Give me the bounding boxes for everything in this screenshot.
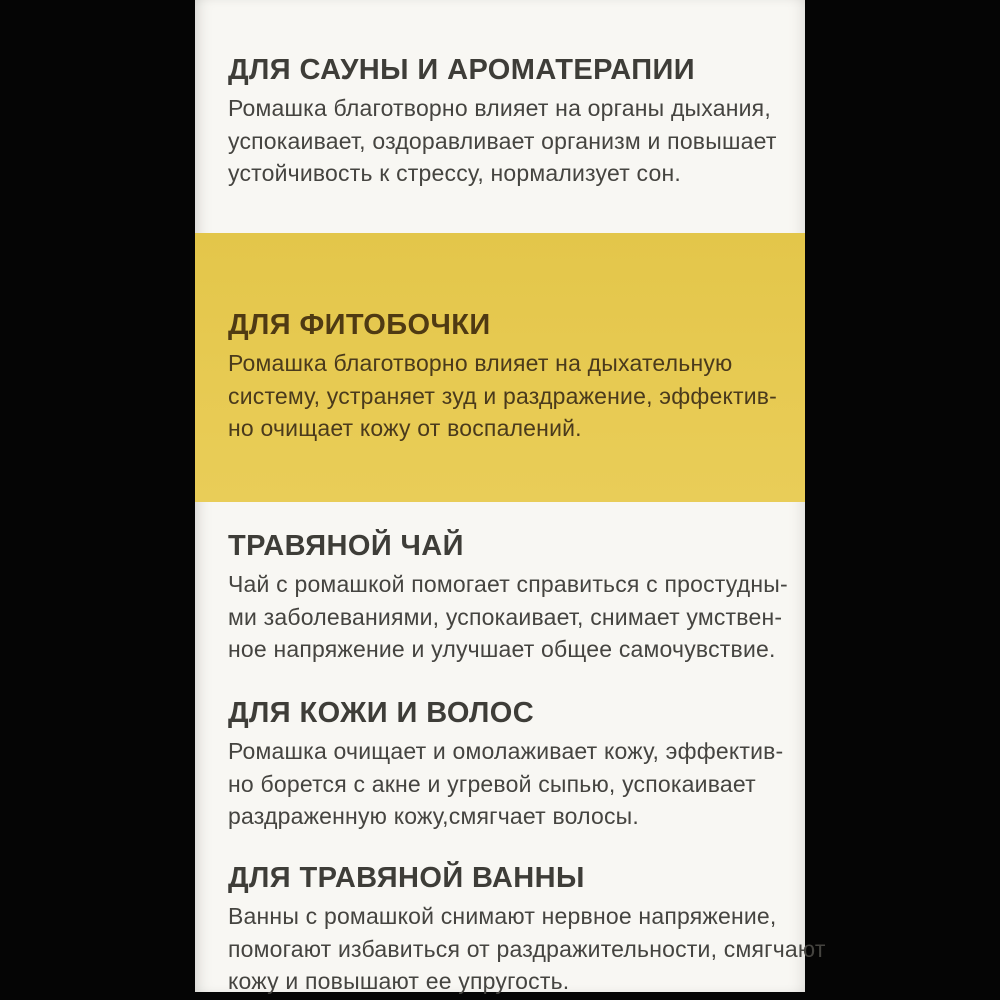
body-line: Ромашка благотворно влияет на дыхательную	[228, 350, 733, 376]
body-line: устойчивость к стрессу, нормализует сон.	[228, 160, 681, 186]
body-line: раздраженную кожу,смягчает волосы.	[228, 803, 639, 829]
section-skin-hair	[228, 695, 784, 833]
body-line: кожу и повышают ее упругость.	[228, 968, 570, 994]
body-line: но очищает кожу от воспалений.	[228, 415, 582, 441]
section-sauna-aromatherapy	[228, 52, 780, 190]
body-line: помогают избавиться от раздражительности, смягчают	[228, 935, 826, 962]
section-title: ДЛЯ КОЖИ И ВОЛОС	[228, 697, 535, 729]
section-fitobochka	[228, 307, 780, 445]
section-herbal-tea	[228, 528, 788, 666]
body-line: успокаивает, оздоравливает организм и повышает	[228, 127, 777, 154]
body-line: Ванны с ромашкой снимают нервное напряжение,	[228, 903, 777, 929]
section-title: ДЛЯ САУНЫ И АРОМАТЕРАПИИ	[228, 54, 695, 86]
info-card	[195, 0, 826, 994]
body-line: Ромашка благотворно влияет на органы дыхания,	[228, 95, 771, 121]
highlight-band	[195, 233, 805, 502]
body-line: ное напряжение и улучшает общее самочувствие.	[228, 636, 776, 662]
body-line: ми заболеваниями, успокаивает, снимает умствен-	[228, 603, 783, 630]
section-title: ТРАВЯНОЙ ЧАЙ	[228, 530, 464, 562]
body-line: но борется с акне и угревой сыпью, успокаивает	[228, 770, 756, 797]
body-line: Ромашка очищает и омолаживает кожу, эффектив-	[228, 738, 784, 764]
section-herbal-bath	[228, 860, 826, 998]
section-title: ДЛЯ ФИТОБОЧКИ	[228, 309, 491, 341]
body-line: систему, устраняет зуд и раздражение, эффектив-	[228, 382, 778, 409]
section-title: ДЛЯ ТРАВЯНОЙ ВАННЫ	[228, 862, 585, 894]
body-line: Чай с ромашкой помогает справиться с простудны-	[228, 571, 788, 597]
